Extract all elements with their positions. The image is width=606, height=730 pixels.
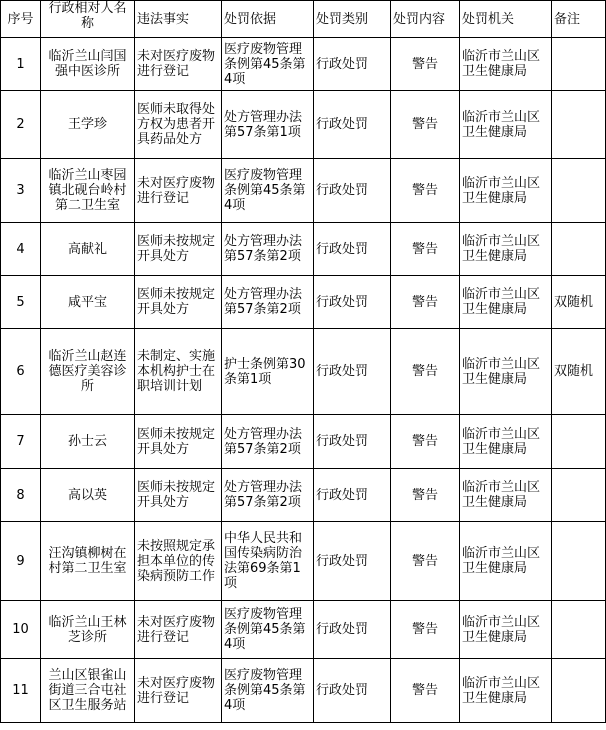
cell-penalty-authority: 临沂市兰山区卫生健康局 xyxy=(460,329,552,415)
cell-party-name: 汪沟镇柳树在村第二卫生室 xyxy=(41,522,135,601)
header-no: 序号 xyxy=(1,1,41,38)
cell-penalty-content: 警告 xyxy=(391,601,460,659)
cell-party-name: 咸平宝 xyxy=(41,276,135,329)
table-row xyxy=(1,223,606,276)
header-penalty-basis: 处罚依据 xyxy=(222,1,314,38)
cell-penalty-basis: 医疗废物管理条例第45条第4项 xyxy=(222,659,314,723)
cell-no: 9 xyxy=(1,522,41,601)
cell-penalty-content: 警告 xyxy=(391,159,460,223)
cell-penalty-authority: 临沂市兰山区卫生健康局 xyxy=(460,91,552,159)
cell-party-name: 高以英 xyxy=(41,469,135,522)
cell-penalty-authority: 临沂市兰山区卫生健康局 xyxy=(460,223,552,276)
cell-violation-fact: 未对医疗废物进行登记 xyxy=(135,601,222,659)
cell-penalty-category: 行政处罚 xyxy=(314,469,391,522)
cell-party-name: 高献礼 xyxy=(41,223,135,276)
cell-penalty-category: 行政处罚 xyxy=(314,659,391,723)
cell-penalty-basis: 医疗废物管理条例第45条第4项 xyxy=(222,601,314,659)
cell-party-name: 临沂兰山枣园镇北砚台岭村第二卫生室 xyxy=(41,159,135,223)
table-row xyxy=(1,276,606,329)
cell-penalty-content: 警告 xyxy=(391,415,460,469)
cell-party-name: 临沂兰山闫国强中医诊所 xyxy=(41,38,135,91)
cell-penalty-basis: 处方管理办法第57条第1项 xyxy=(222,91,314,159)
cell-no: 10 xyxy=(1,601,41,659)
cell-penalty-content: 警告 xyxy=(391,469,460,522)
cell-no: 3 xyxy=(1,159,41,223)
cell-penalty-basis: 处方管理办法第57条第2项 xyxy=(222,415,314,469)
cell-no: 2 xyxy=(1,91,41,159)
header-penalty-category: 处罚类别 xyxy=(314,1,391,38)
cell-violation-fact: 医师未按规定开具处方 xyxy=(135,469,222,522)
cell-penalty-category: 行政处罚 xyxy=(314,415,391,469)
cell-penalty-authority: 临沂市兰山区卫生健康局 xyxy=(460,659,552,723)
cell-note xyxy=(552,659,606,723)
cell-penalty-authority: 临沂市兰山区卫生健康局 xyxy=(460,159,552,223)
cell-penalty-category: 行政处罚 xyxy=(314,329,391,415)
cell-party-name: 王学珍 xyxy=(41,91,135,159)
table-row xyxy=(1,522,606,601)
table-row xyxy=(1,38,606,91)
cell-penalty-content: 警告 xyxy=(391,223,460,276)
cell-penalty-category: 行政处罚 xyxy=(314,601,391,659)
cell-penalty-authority: 临沂市兰山区卫生健康局 xyxy=(460,276,552,329)
cell-penalty-content: 警告 xyxy=(391,329,460,415)
header-party-name: 行政相对人名称 xyxy=(41,1,135,38)
cell-penalty-content: 警告 xyxy=(391,38,460,91)
cell-penalty-category: 行政处罚 xyxy=(314,38,391,91)
cell-violation-fact: 医师未按规定开具处方 xyxy=(135,276,222,329)
cell-penalty-authority: 临沂市兰山区卫生健康局 xyxy=(460,38,552,91)
cell-penalty-authority: 临沂市兰山区卫生健康局 xyxy=(460,601,552,659)
cell-note: 双随机 xyxy=(552,276,606,329)
cell-party-name: 临沂兰山王林芝诊所 xyxy=(41,601,135,659)
cell-violation-fact: 未对医疗废物进行登记 xyxy=(135,159,222,223)
cell-note: 双随机 xyxy=(552,329,606,415)
cell-note xyxy=(552,159,606,223)
cell-violation-fact: 未制定、实施本机构护士在职培训计划 xyxy=(135,329,222,415)
table-row xyxy=(1,415,606,469)
cell-note xyxy=(552,601,606,659)
cell-penalty-content: 警告 xyxy=(391,91,460,159)
cell-violation-fact: 未按照规定承担本单位的传染病预防工作 xyxy=(135,522,222,601)
cell-violation-fact: 医师未取得处方权为患者开具药品处方 xyxy=(135,91,222,159)
cell-penalty-content: 警告 xyxy=(391,276,460,329)
table-row xyxy=(1,601,606,659)
cell-penalty-category: 行政处罚 xyxy=(314,159,391,223)
cell-penalty-basis: 医疗废物管理条例第45条第4项 xyxy=(222,38,314,91)
cell-penalty-basis: 处方管理办法第57条第2项 xyxy=(222,469,314,522)
cell-penalty-authority: 临沂市兰山区卫生健康局 xyxy=(460,522,552,601)
cell-party-name: 孙士云 xyxy=(41,415,135,469)
cell-no: 8 xyxy=(1,469,41,522)
header-row xyxy=(1,1,606,38)
cell-note xyxy=(552,415,606,469)
cell-penalty-basis: 中华人民共和国传染病防治法第69条第1项 xyxy=(222,522,314,601)
table-row xyxy=(1,329,606,415)
cell-penalty-basis: 护士条例第30条第1项 xyxy=(222,329,314,415)
cell-penalty-basis: 处方管理办法第57条第2项 xyxy=(222,276,314,329)
cell-penalty-content: 警告 xyxy=(391,659,460,723)
cell-penalty-content: 警告 xyxy=(391,522,460,601)
cell-no: 7 xyxy=(1,415,41,469)
cell-penalty-category: 行政处罚 xyxy=(314,223,391,276)
cell-violation-fact: 医师未按规定开具处方 xyxy=(135,223,222,276)
cell-note xyxy=(552,522,606,601)
table-row xyxy=(1,91,606,159)
cell-penalty-category: 行政处罚 xyxy=(314,276,391,329)
cell-penalty-authority: 临沂市兰山区卫生健康局 xyxy=(460,469,552,522)
cell-violation-fact: 未对医疗废物进行登记 xyxy=(135,38,222,91)
cell-penalty-category: 行政处罚 xyxy=(314,91,391,159)
cell-violation-fact: 未对医疗废物进行登记 xyxy=(135,659,222,723)
cell-no: 4 xyxy=(1,223,41,276)
table-row xyxy=(1,469,606,522)
header-note: 备注 xyxy=(552,1,606,38)
cell-no: 6 xyxy=(1,329,41,415)
header-penalty-authority: 处罚机关 xyxy=(460,1,552,38)
header-penalty-content: 处罚内容 xyxy=(391,1,460,38)
cell-no: 11 xyxy=(1,659,41,723)
header-violation-fact: 违法事实 xyxy=(135,1,222,38)
cell-note xyxy=(552,38,606,91)
cell-note xyxy=(552,91,606,159)
cell-violation-fact: 医师未按规定开具处方 xyxy=(135,415,222,469)
table-row xyxy=(1,159,606,223)
cell-party-name: 兰山区银雀山街道三合屯社区卫生服务站 xyxy=(41,659,135,723)
cell-penalty-basis: 处方管理办法第57条第2项 xyxy=(222,223,314,276)
table-row xyxy=(1,659,606,723)
cell-no: 1 xyxy=(1,38,41,91)
cell-penalty-authority: 临沂市兰山区卫生健康局 xyxy=(460,415,552,469)
cell-no: 5 xyxy=(1,276,41,329)
cell-party-name: 临沂兰山赵连德医疗美容诊所 xyxy=(41,329,135,415)
cell-note xyxy=(552,223,606,276)
cell-penalty-basis: 医疗废物管理条例第45条第4项 xyxy=(222,159,314,223)
cell-penalty-category: 行政处罚 xyxy=(314,522,391,601)
cell-note xyxy=(552,469,606,522)
